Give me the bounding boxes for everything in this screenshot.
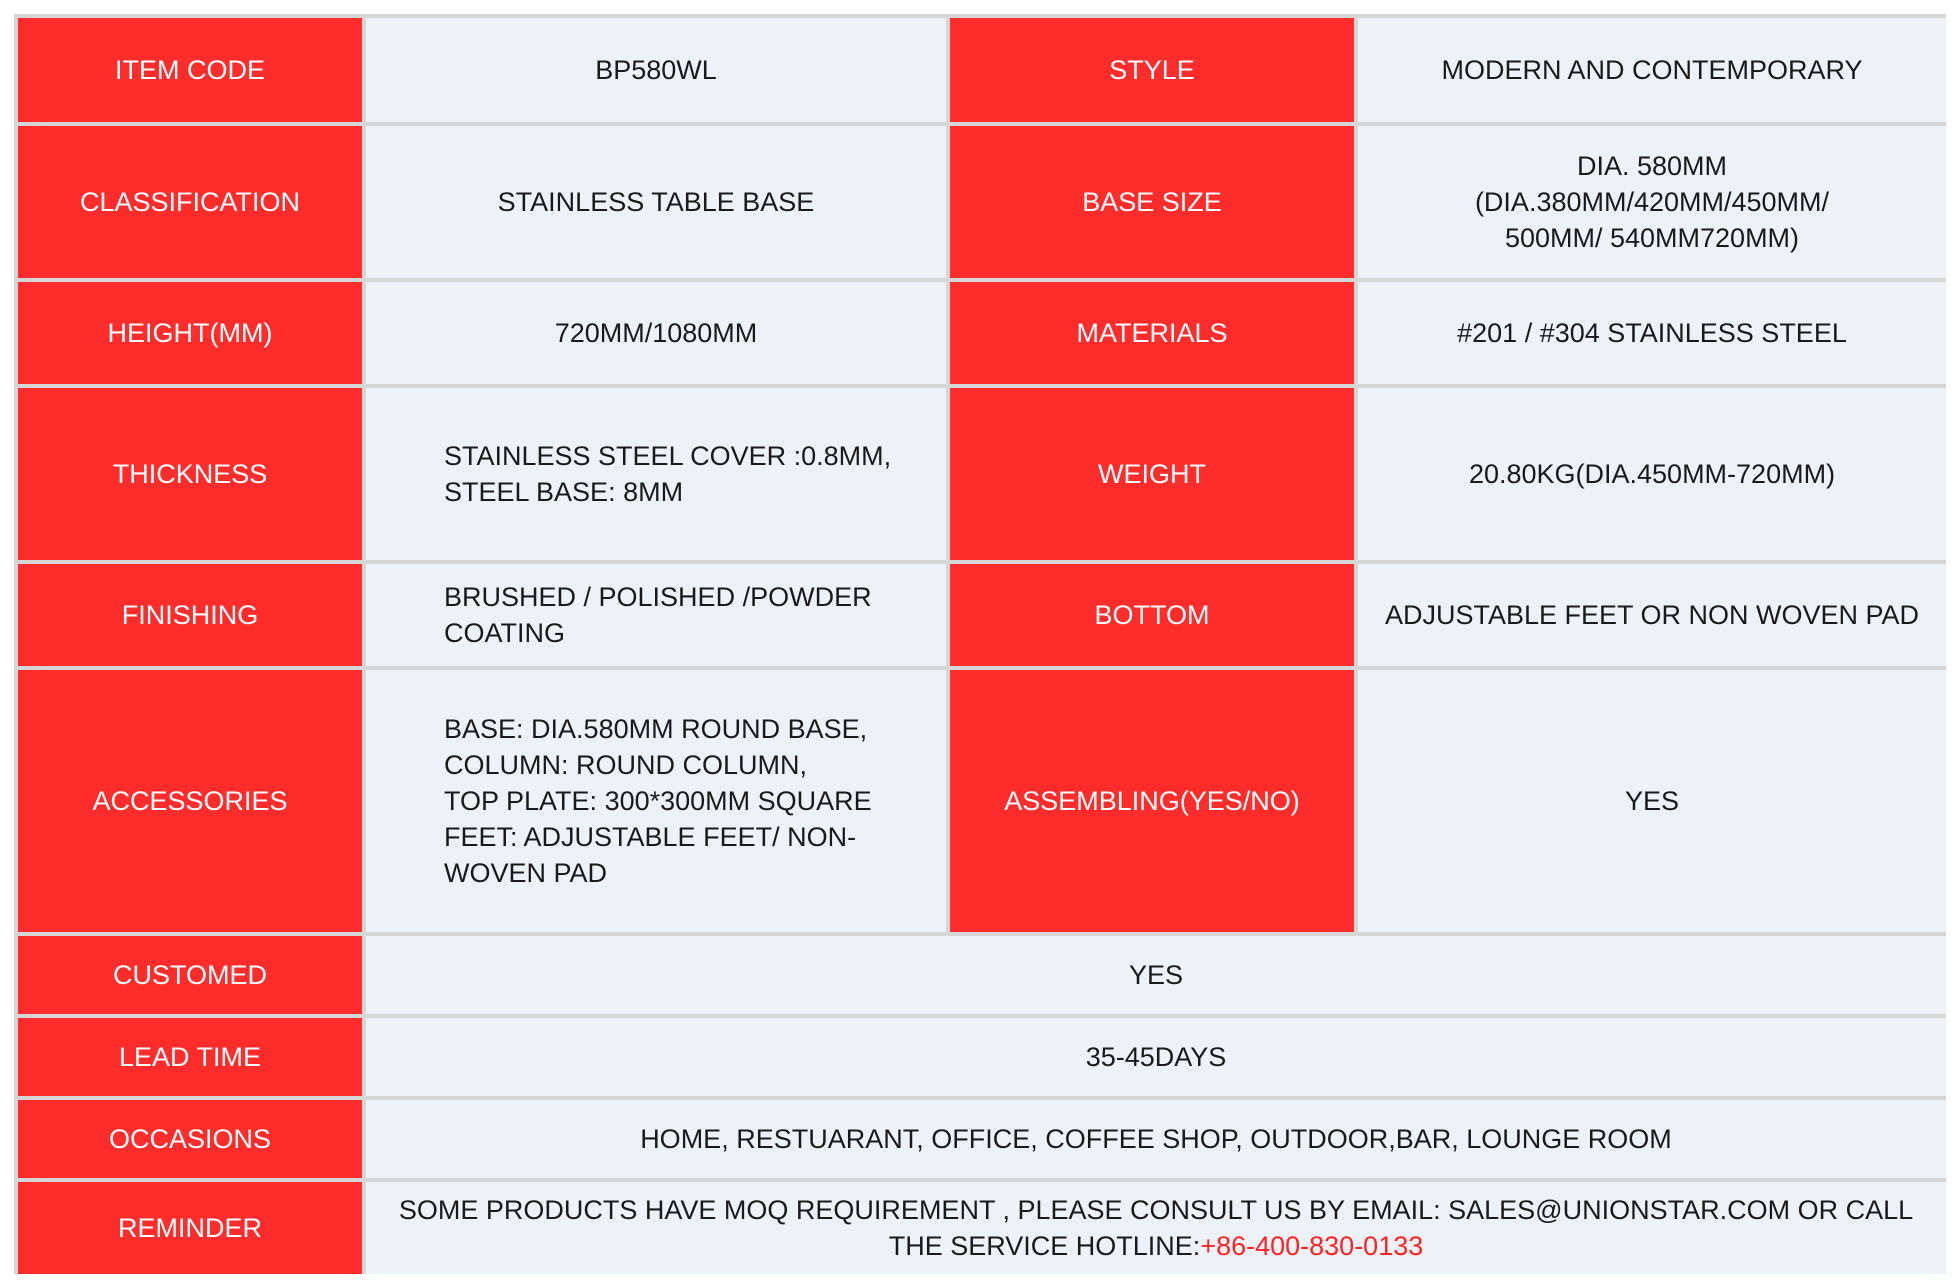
thickness-value xyxy=(366,388,946,560)
table-row xyxy=(18,1100,1946,1178)
table-row xyxy=(18,564,1946,666)
accessories-line: COLUMN: ROUND COLUMN, xyxy=(444,750,808,780)
lead-time-value: 35-45DAYS xyxy=(366,1018,1946,1096)
table-row xyxy=(18,670,1946,932)
bottom-value: ADJUSTABLE FEET OR NON WOVEN PAD xyxy=(1358,564,1946,666)
assembling-value: YES xyxy=(1358,670,1946,932)
style-label: STYLE xyxy=(950,18,1354,122)
spec-table xyxy=(14,14,1950,1278)
assembling-label: ASSEMBLING(YES/NO) xyxy=(950,670,1354,932)
item-code-label: ITEM CODE xyxy=(18,18,362,122)
accessories-line: WOVEN PAD xyxy=(444,858,608,888)
table-row xyxy=(18,18,1946,122)
spec-sheet xyxy=(14,14,1946,1274)
customed-value: YES xyxy=(366,936,1946,1014)
finishing-line: BRUSHED / POLISHED /POWDER xyxy=(444,582,872,612)
item-code-value: BP580WL xyxy=(366,18,946,122)
height-label: HEIGHT(MM) xyxy=(18,282,362,384)
reminder-label: REMINDER xyxy=(18,1182,362,1274)
height-value: 720MM/1080MM xyxy=(366,282,946,384)
classification-label: CLASSIFICATION xyxy=(18,126,362,278)
finishing-line: COATING xyxy=(444,618,565,648)
accessories-label: ACCESSORIES xyxy=(18,670,362,932)
weight-value: 20.80KG(DIA.450MM-720MM) xyxy=(1358,388,1946,560)
occasions-label: OCCASIONS xyxy=(18,1100,362,1178)
finishing-label: FINISHING xyxy=(18,564,362,666)
materials-label: MATERIALS xyxy=(950,282,1354,384)
thickness-label: THICKNESS xyxy=(18,388,362,560)
accessories-line: FEET: ADJUSTABLE FEET/ NON- xyxy=(444,822,857,852)
base-size-label: BASE SIZE xyxy=(950,126,1354,278)
materials-value: #201 / #304 STAINLESS STEEL xyxy=(1358,282,1946,384)
accessories-line: TOP PLATE: 300*300MM SQUARE xyxy=(444,786,872,816)
accessories-value xyxy=(366,670,946,932)
weight-label: WEIGHT xyxy=(950,388,1354,560)
customed-label: CUSTOMED xyxy=(18,936,362,1014)
table-row xyxy=(18,1182,1946,1274)
thickness-line: STEEL BASE: 8MM xyxy=(444,477,684,507)
reminder-value xyxy=(366,1182,1946,1274)
service-hotline: +86-400-830-0133 xyxy=(1200,1231,1424,1261)
accessories-line: BASE: DIA.580MM ROUND BASE, xyxy=(444,714,868,744)
table-row xyxy=(18,282,1946,384)
bottom-label: BOTTOM xyxy=(950,564,1354,666)
classification-value: STAINLESS TABLE BASE xyxy=(366,126,946,278)
finishing-value xyxy=(366,564,946,666)
occasions-value: HOME, RESTUARANT, OFFICE, COFFEE SHOP, OUTDOOR,BAR, LOUNGE ROOM xyxy=(366,1100,1946,1178)
reminder-line: SOME PRODUCTS HAVE MOQ REQUIREMENT , PLEASE CONSULT US BY EMAIL: SALES@UNIONSTAR.COM OR CALL xyxy=(398,1195,1914,1225)
table-row xyxy=(18,126,1946,278)
base-size-line: DIA. 580MM xyxy=(1576,151,1728,181)
lead-time-label: LEAD TIME xyxy=(18,1018,362,1096)
reminder-line xyxy=(382,1228,1930,1264)
table-row xyxy=(18,388,1946,560)
base-size-line: 500MM/ 540MM720MM) xyxy=(1504,223,1800,253)
base-size-value xyxy=(1358,126,1946,278)
table-row xyxy=(18,1018,1946,1096)
style-value: MODERN AND CONTEMPORARY xyxy=(1358,18,1946,122)
thickness-line: STAINLESS STEEL COVER :0.8MM, xyxy=(444,441,892,471)
table-row xyxy=(18,936,1946,1014)
reminder-hotline-prefix: THE SERVICE HOTLINE: xyxy=(888,1231,1201,1261)
base-size-line: (DIA.380MM/420MM/450MM/ xyxy=(1474,187,1830,217)
